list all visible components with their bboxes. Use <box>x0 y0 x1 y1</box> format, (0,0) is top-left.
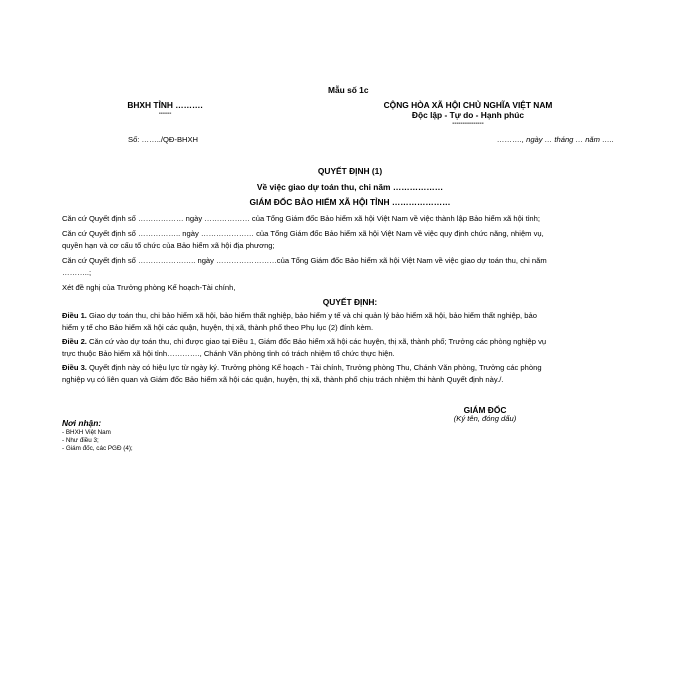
recipient-item: - Giám đốc, các PGĐ (4); <box>62 445 133 452</box>
motto-underline: --------------- <box>452 120 484 127</box>
legal-basis-3 <box>62 255 634 278</box>
article-text: nghiệp vụ có liên quan và Giám đốc Bảo hiểm xã hội các quận, huyện, thị xã, thành phố chịu trách nhiệm thi hành Quyết định này./. <box>62 374 504 384</box>
legal-basis-line: ………..; <box>62 267 92 277</box>
legal-basis-line: Căn cứ Quyết định số …………….. ngày ………………… của Tổng Giám đốc Bảo hiểm xã hội Việt Nam về việc quy định chức năng, nhiệm vụ, <box>62 229 544 238</box>
legal-basis-1 <box>62 213 634 225</box>
article-text: trực thuộc Bảo hiểm xã hội tỉnh…………., Chánh Văn phòng tỉnh có trách nhiệm tổ chức thực hiện. <box>62 348 395 358</box>
article-2 <box>62 336 634 359</box>
document-number: Số: ……../QĐ-BHXH <box>128 135 199 144</box>
agency-name: BHXH TỈNH ………. <box>127 100 203 110</box>
agency-underline: ------ <box>158 110 172 117</box>
document-subject: Về việc giao dự toán thu, chi năm ……………… <box>256 182 444 192</box>
legal-basis-line: quyền hạn và cơ cấu tổ chức của Bảo hiểm xã hội địa phương; <box>62 240 275 250</box>
legal-basis-line: Căn cứ Quyết định số ………………….. ngày ……………………của Tổng Giám đốc Bảo hiểm xã hội Việt Nam về việc giao dự toán thu, chi năm <box>62 256 547 265</box>
article-text: Quyết định này có hiệu lực từ ngày ký. Trưởng phòng Kế hoạch - Tài chính, Trưởng phòng Thu, Chánh Văn phòng, Trưởng các phòng <box>86 363 542 372</box>
recipient-item: - BHXH Việt Nam <box>62 429 111 436</box>
legal-basis-line: Căn cứ Quyết định số ……………… ngày ……………… của Tổng Giám đốc Bảo hiểm xã hội Việt Nam về việc thành lập Bảo hiểm xã hội tỉnh; <box>62 214 540 223</box>
recipient-item: - Như điều 3; <box>62 437 99 444</box>
signature-title: GIÁM ĐỐC <box>463 405 507 415</box>
article-3 <box>62 362 634 385</box>
issuer-title: GIÁM ĐỐC BẢO HIỂM XÃ HỘI TỈNH ………………… <box>249 197 451 207</box>
article-label: Điều 3. <box>62 363 87 372</box>
recipients-heading: Nơi nhận: <box>62 418 102 428</box>
proposal-line: Xét đề nghị của Trưởng phòng Kế hoạch-Tài chính, <box>62 283 236 292</box>
article-label: Điều 1. <box>62 311 87 320</box>
national-motto: Độc lập - Tự do - Hạnh phúc <box>411 110 525 120</box>
decision-heading: QUYẾT ĐỊNH: <box>322 297 378 307</box>
legal-basis-2 <box>62 228 634 251</box>
article-text: Căn cứ vào dự toán thu, chi được giao tại Điều 1, Giám đốc Bảo hiểm xã hội các huyện, thị xã, thành phố; Trưởng các phòng nghiệp vụ <box>86 337 547 346</box>
place-and-date: ………., ngày … tháng … năm ….. <box>497 135 614 144</box>
article-label: Điều 2. <box>62 337 87 346</box>
article-text: hiểm y tế cho Bảo hiểm xã hội các quận, huyện, thị xã, thành phố theo Phụ lục (2) đính kèm. <box>62 322 374 332</box>
country-name: CỘNG HÒA XÃ HỘI CHỦ NGHĨA VIỆT NAM <box>383 100 553 110</box>
form-number: Mẫu số 1c <box>328 85 369 95</box>
article-text: Giao dự toán thu, chi bảo hiểm xã hội, bảo hiểm thất nghiệp, bảo hiểm y tế và chi quản lý bảo hiểm xã hội, bảo hiểm thất nghiệp, bảo <box>86 311 537 320</box>
document-title: QUYẾT ĐỊNH (1) <box>317 166 383 176</box>
article-1 <box>62 310 634 333</box>
signature-note: (Ký tên, đóng dấu) <box>453 414 517 423</box>
